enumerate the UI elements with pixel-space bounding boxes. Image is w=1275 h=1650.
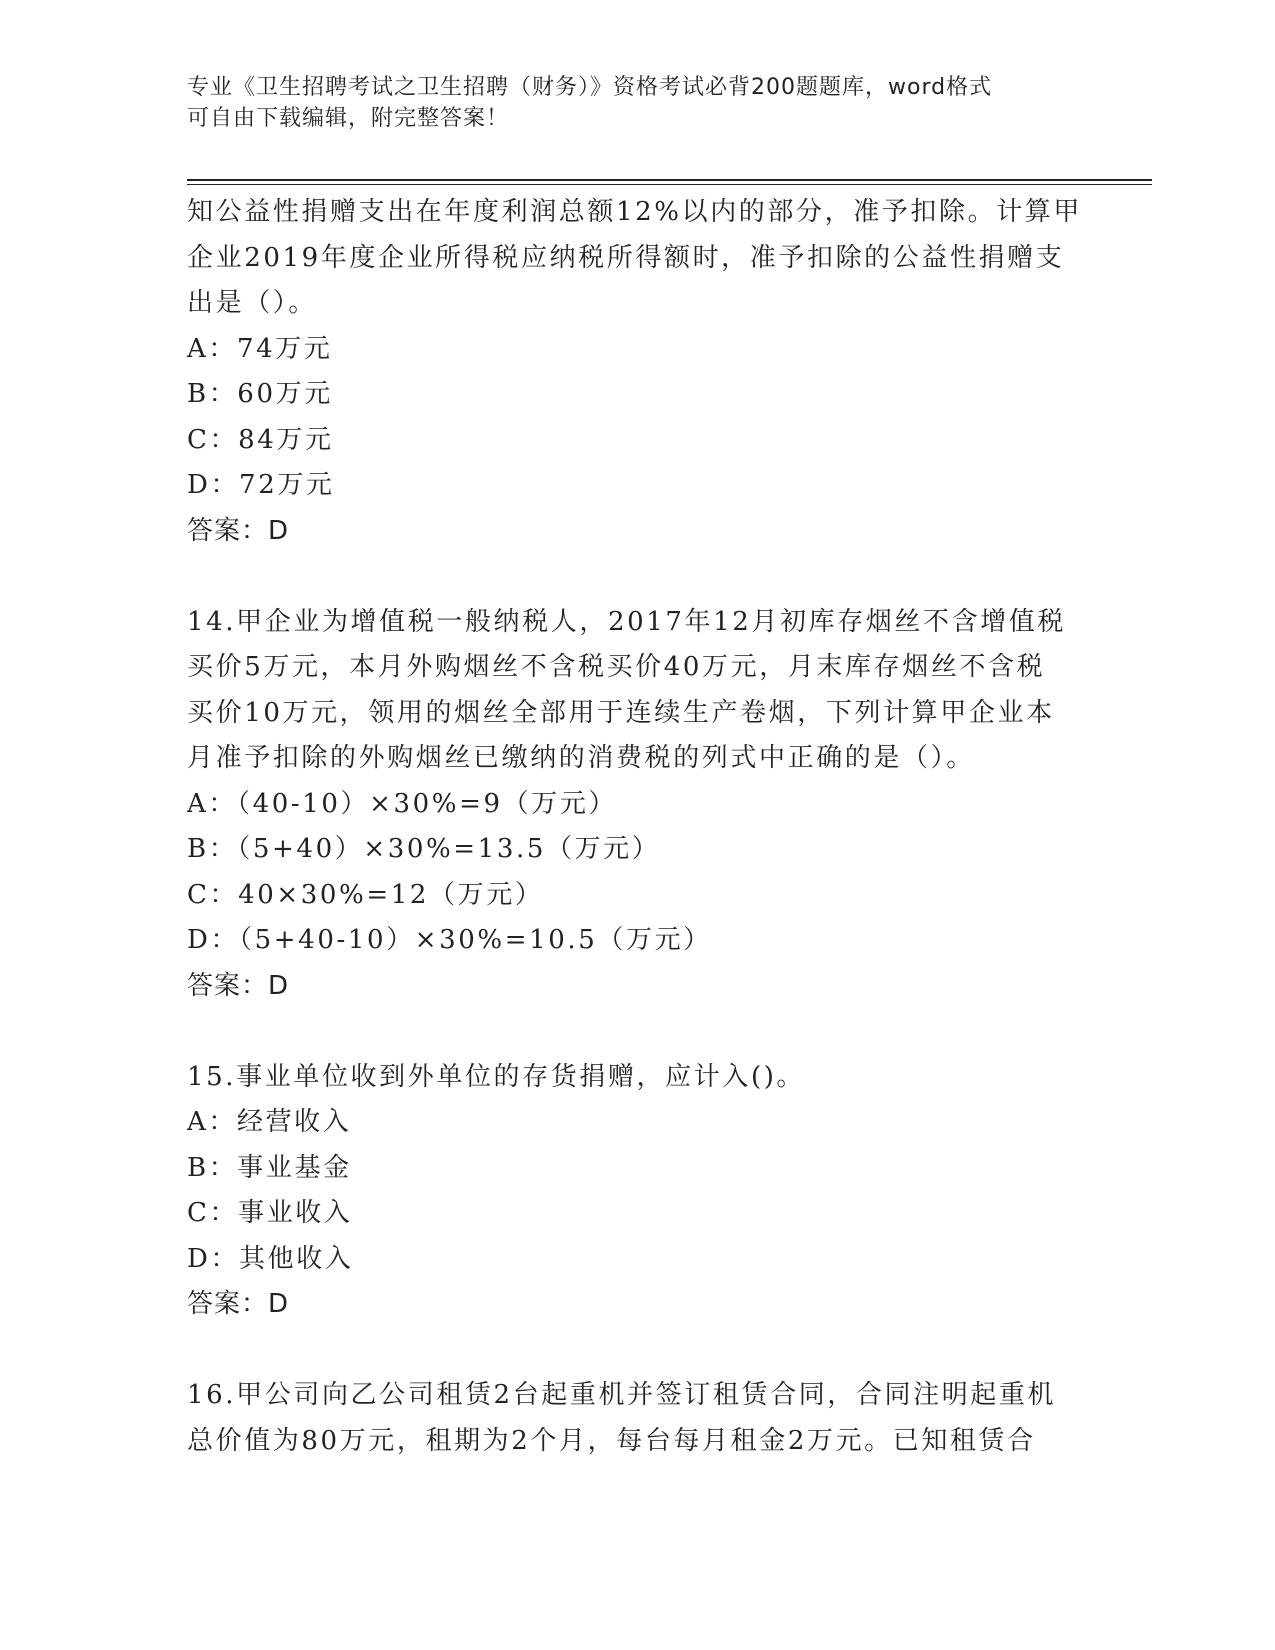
header-title-line-1: 专业《卫生招聘考试之卫生招聘（财务）》资格考试必背200题题库，word格式 bbox=[187, 75, 993, 100]
option-b: B：事业基金 bbox=[187, 1152, 352, 1183]
option-a: A：经营收入 bbox=[187, 1107, 352, 1137]
option-b: B：60万元 bbox=[187, 379, 333, 409]
option-a: A：74万元 bbox=[187, 333, 333, 364]
question-14 bbox=[187, 600, 1077, 1010]
question-spacer bbox=[187, 1009, 1077, 1055]
option-d: D：72万元 bbox=[187, 470, 335, 500]
option-d: D：（5+40-10）×30%=10.5（万元） bbox=[187, 925, 712, 955]
question-stem-line: 企业2019年度企业所得税应纳税所得额时，准予扣除的公益性捐赠支 bbox=[187, 242, 1065, 273]
answer-line: 答案：D bbox=[187, 515, 290, 546]
question-content bbox=[187, 190, 1082, 1464]
question-stem-line: 14.甲企业为增值税一般纳税人，2017年12月初库存烟丝不含增值税 bbox=[187, 606, 1067, 637]
option-a: A：（40-10）×30%=9（万元） bbox=[187, 788, 618, 819]
answer-line: 答案：D bbox=[187, 1289, 290, 1319]
question-spacer bbox=[187, 1328, 1077, 1374]
header-title-line-2: 可自由下载编辑，附完整答案！ bbox=[187, 106, 510, 131]
question-stem-line: 16.甲公司向乙公司租赁2台起重机并签订租赁合同，合同注明起重机 bbox=[187, 1380, 1057, 1410]
answer-line: 答案：D bbox=[187, 970, 290, 1001]
option-c: C：84万元 bbox=[187, 424, 334, 455]
question-stem-line: 知公益性捐赠支出在年度利润总额12%以内的部分，准予扣除。计算甲 bbox=[187, 197, 1082, 227]
document-header bbox=[187, 72, 1087, 134]
header-divider-thin bbox=[187, 184, 1152, 185]
question-stem-line: 月准予扣除的外购烟丝已缴纳的消费税的列式中正确的是（）。 bbox=[187, 743, 975, 773]
option-c: C：事业收入 bbox=[187, 1198, 353, 1228]
question-stem-line: 出是（）。 bbox=[187, 288, 318, 318]
option-b: B：（5+40）×30%=13.5（万元） bbox=[187, 834, 661, 864]
option-c: C：40×30%=12（万元） bbox=[187, 879, 544, 910]
question-stem-line: 买价10万元，领用的烟丝全部用于连续生产卷烟，下列计算甲企业本 bbox=[187, 697, 1055, 728]
question-15 bbox=[187, 1055, 1077, 1328]
question-stem-line: 买价5万元，本月外购烟丝不含税买价40万元，月末库存烟丝不含税 bbox=[187, 652, 1046, 682]
option-d: D：其他收入 bbox=[187, 1243, 354, 1274]
question-stem-line: 15.事业单位收到外单位的存货捐赠，应计入()。 bbox=[187, 1061, 806, 1092]
question-spacer bbox=[187, 554, 1077, 600]
question-16 bbox=[187, 1373, 1077, 1464]
question-stem-line: 总价值为80万元，租期为2个月，每台每月租金2万元。已知租赁合 bbox=[187, 1425, 1036, 1456]
header-divider-thick bbox=[187, 179, 1152, 181]
question-13 bbox=[187, 190, 1082, 554]
